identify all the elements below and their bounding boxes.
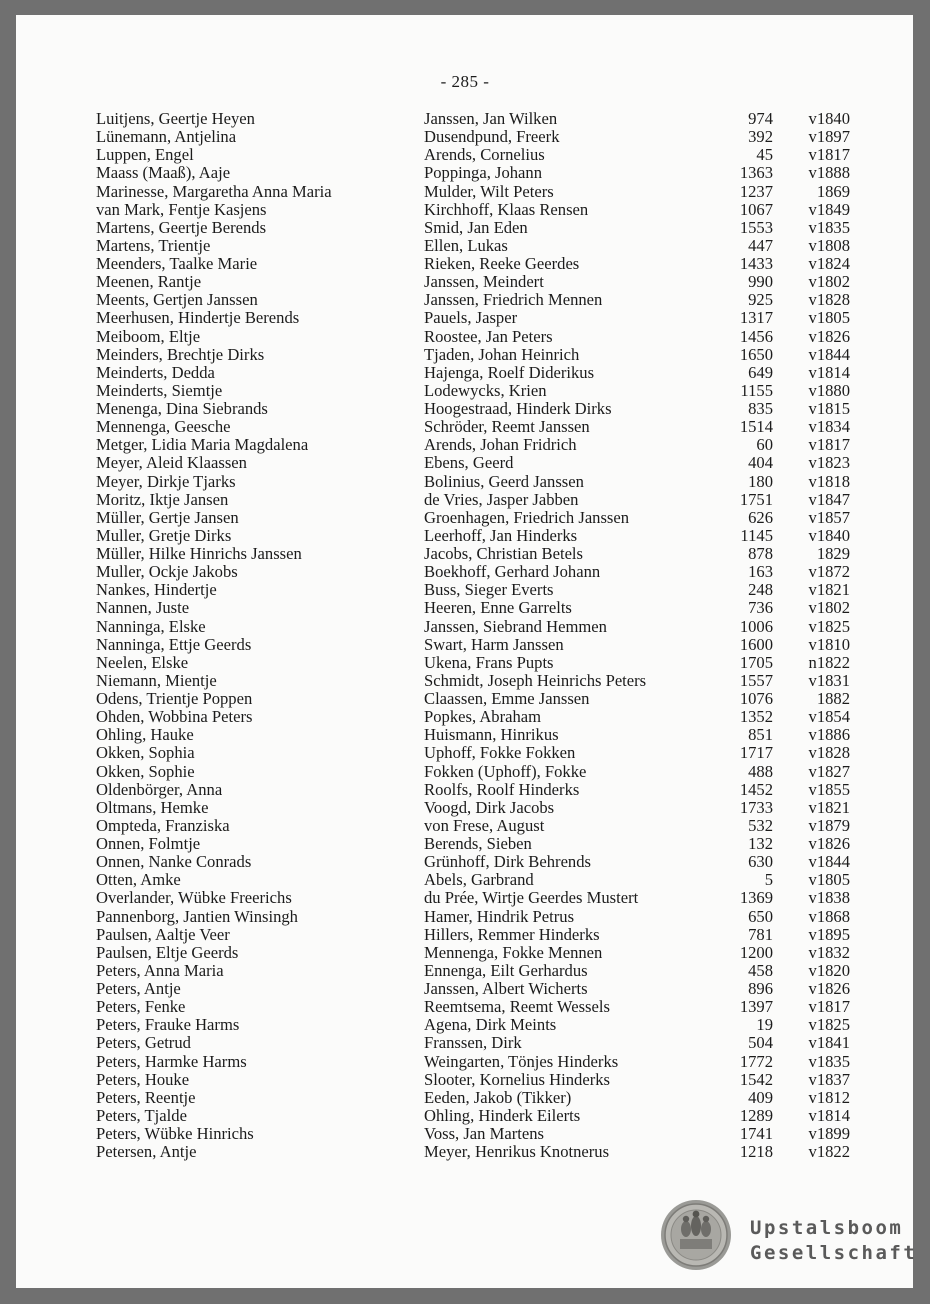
list-item — [96, 346, 856, 364]
entry-number: 5 — [764, 870, 773, 890]
bride-name: Muller, Ockje Jakobs — [96, 562, 238, 582]
list-item — [96, 146, 856, 164]
list-item — [96, 763, 856, 781]
bride-name: Niemann, Mientje — [96, 670, 217, 690]
list-item — [96, 1089, 856, 1107]
groom-name: Schröder, Reemt Janssen — [424, 417, 590, 437]
groom-name: Ebens, Geerd — [424, 453, 514, 473]
page-number: - 285 - — [440, 72, 490, 91]
marriage-year: v1817 — [808, 145, 850, 165]
list-item — [96, 962, 856, 980]
entry-number: 532 — [748, 815, 773, 835]
list-item — [96, 1125, 856, 1143]
marriage-year: v1821 — [808, 580, 850, 600]
list-item — [96, 690, 856, 708]
bride-name: Martens, Geertje Berends — [96, 217, 267, 237]
entry-number: 458 — [748, 960, 773, 980]
list-item — [96, 599, 856, 617]
entry-number: 736 — [748, 598, 773, 618]
bride-name: Odens, Trientje Poppen — [96, 689, 253, 708]
bride-name: Meenen, Rantje — [96, 272, 202, 292]
bride-name: Peters, Tjalde — [96, 1105, 187, 1125]
groom-name: Eeden, Jakob (Tikker) — [424, 1087, 572, 1107]
groom-name: Janssen, Siebrand Hemmen — [424, 616, 607, 636]
entry-number: 1200 — [739, 942, 773, 962]
bride-name: Luitjens, Geertje Heyen — [96, 109, 255, 128]
bride-name: Muller, Gretje Dirks — [96, 525, 232, 545]
bride-name: Luppen, Engel — [96, 145, 194, 165]
bride-name: Marinesse, Margaretha Anna Maria — [96, 181, 332, 201]
entry-number: 1317 — [739, 308, 773, 328]
bride-name: Meinderts, Siemtje — [96, 380, 223, 400]
groom-name: Voogd, Dirk Jacobs — [424, 797, 555, 817]
marriage-year: v1895 — [808, 924, 850, 944]
marriage-year: v1854 — [808, 707, 850, 727]
list-item — [96, 364, 856, 382]
groom-name: Smid, Jan Eden — [424, 217, 528, 237]
groom-name: Leerhoff, Jan Hinderks — [424, 525, 578, 545]
groom-name: Schmidt, Joseph Heinrichs Peters — [424, 670, 647, 690]
groom-name: Mennenga, Fokke Mennen — [424, 942, 603, 962]
list-item — [96, 563, 856, 581]
marriage-year: v1805 — [808, 870, 850, 890]
entry-number: 990 — [748, 272, 773, 292]
entry-number: 1542 — [739, 1069, 773, 1089]
bride-name: Peters, Anna Maria — [96, 960, 224, 980]
list-item — [96, 835, 856, 853]
marriage-year: v1827 — [808, 761, 850, 781]
list-item — [96, 400, 856, 418]
marriage-year: v1810 — [808, 634, 850, 654]
bride-name: Pannenborg, Jantien Winsingh — [96, 906, 298, 926]
bride-name: van Mark, Fentje Kasjens — [96, 199, 267, 219]
marriage-year: v1835 — [808, 1051, 850, 1071]
groom-name: Agena, Dirk Meints — [424, 1015, 557, 1035]
bride-name: Martens, Trientje — [96, 235, 211, 255]
entry-number: 248 — [748, 580, 773, 600]
entry-number: 1452 — [739, 779, 773, 799]
marriage-year: v1847 — [808, 489, 850, 509]
groom-name: Groenhagen, Friedrich Janssen — [424, 507, 630, 527]
entry-number: 404 — [748, 453, 773, 473]
list-item — [96, 309, 856, 327]
marriage-year: v1802 — [808, 272, 850, 292]
list-item — [96, 980, 856, 998]
groom-name: Claassen, Emme Janssen — [424, 689, 590, 708]
bride-name: Peters, Getrud — [96, 1033, 191, 1053]
marriage-year: v1855 — [808, 779, 850, 799]
groom-name: von Frese, August — [424, 815, 545, 835]
bride-name: Onnen, Folmtje — [96, 834, 201, 853]
entry-number: 1369 — [739, 888, 773, 908]
entry-number: 1600 — [739, 634, 773, 654]
marriage-year: v1899 — [808, 1124, 850, 1143]
list-item — [96, 908, 856, 926]
list-item — [96, 998, 856, 1016]
bride-name: Paulsen, Aaltje Veer — [96, 924, 230, 944]
entry-number: 504 — [748, 1033, 773, 1053]
groom-name: Dusendpund, Freerk — [424, 127, 560, 147]
list-item — [96, 1016, 856, 1034]
marriage-year: v1888 — [808, 163, 850, 183]
bride-name: Peters, Fenke — [96, 997, 186, 1017]
list-item — [96, 726, 856, 744]
entry-number: 488 — [748, 761, 773, 781]
bride-name: Meiboom, Eltje — [96, 326, 201, 346]
groom-name: de Vries, Jasper Jabben — [424, 489, 579, 509]
entry-number: 1741 — [739, 1124, 773, 1143]
bride-name: Nanninga, Ettje Geerds — [96, 634, 252, 654]
list-item — [96, 219, 856, 237]
list-item — [96, 1053, 856, 1071]
marriage-year: v1826 — [808, 326, 850, 346]
bride-name: Petersen, Antje — [96, 1142, 197, 1162]
list-item — [96, 237, 856, 255]
entry-number: 1145 — [740, 525, 773, 545]
list-item — [96, 382, 856, 400]
list-item — [96, 672, 856, 690]
bride-name: Peters, Wübke Hinrichs — [96, 1124, 254, 1143]
groom-name: Meyer, Henrikus Knotnerus — [424, 1142, 610, 1162]
marriage-year: v1832 — [808, 942, 850, 962]
marriage-year: n1822 — [808, 652, 850, 672]
groom-name: Fokken (Uphoff), Fokke — [424, 761, 587, 781]
marriage-year: v1841 — [808, 1033, 850, 1053]
bride-name: Peters, Antje — [96, 979, 181, 998]
list-item — [96, 871, 856, 889]
list-item — [96, 164, 856, 182]
list-item — [96, 654, 856, 672]
logo-text-line2: Gesellschaft — [750, 1242, 918, 1264]
entry-number: 649 — [748, 362, 773, 382]
groom-name: Arends, Cornelius — [424, 145, 545, 165]
bride-name: Ompteda, Franziska — [96, 815, 230, 835]
entry-number: 1076 — [739, 689, 773, 708]
groom-name: Mulder, Wilt Peters — [424, 181, 554, 201]
marriage-year: v1822 — [808, 1142, 850, 1162]
bride-name: Peters, Houke — [96, 1069, 190, 1089]
entry-number: 409 — [748, 1087, 773, 1107]
groom-name: Tjaden, Johan Heinrich — [424, 344, 580, 364]
groom-name: Janssen, Jan Wilken — [424, 109, 558, 128]
groom-name: Ennenga, Eilt Gerhardus — [424, 960, 588, 980]
marriage-year: v1817 — [808, 997, 850, 1017]
list-item — [96, 636, 856, 654]
entry-number: 1751 — [739, 489, 773, 509]
list-item — [96, 944, 856, 962]
entry-number: 60 — [756, 435, 773, 455]
entry-number: 1553 — [739, 217, 773, 237]
marriage-year: v1834 — [808, 417, 850, 437]
list-item — [96, 328, 856, 346]
marriage-year: v1826 — [808, 979, 850, 998]
groom-name: Janssen, Albert Wicherts — [424, 979, 588, 998]
bride-name: Nannen, Juste — [96, 598, 190, 618]
list-item — [96, 545, 856, 563]
groom-name: Pauels, Jasper — [424, 308, 518, 328]
list-item — [96, 110, 856, 128]
entry-number: 1433 — [739, 254, 773, 273]
bride-name: Otten, Amke — [96, 870, 181, 890]
list-item — [96, 744, 856, 762]
groom-name: Rieken, Reeke Geerdes — [424, 254, 580, 273]
entry-number: 781 — [748, 924, 773, 944]
entry-number: 1397 — [739, 997, 773, 1017]
list-item — [96, 491, 856, 509]
bride-name: Neelen, Elske — [96, 652, 189, 672]
list-item — [96, 781, 856, 799]
bride-name: Lünemann, Antjelina — [96, 127, 237, 147]
marriage-year: v1825 — [808, 1015, 850, 1035]
bride-name: Nanninga, Elske — [96, 616, 206, 636]
groom-name: Janssen, Meindert — [424, 272, 544, 292]
marriage-year: v1838 — [808, 888, 850, 908]
marriage-year: v1808 — [808, 235, 850, 255]
entry-number: 1363 — [739, 163, 773, 183]
bride-name: Menenga, Dina Siebrands — [96, 399, 268, 418]
bride-name: Mennenga, Geesche — [96, 417, 231, 437]
list-item — [96, 581, 856, 599]
entry-number: 1557 — [739, 670, 773, 690]
list-item — [96, 1107, 856, 1125]
marriage-year: v1814 — [808, 362, 850, 382]
list-item — [96, 817, 856, 835]
marriage-year: v1820 — [808, 960, 850, 980]
marriage-index-list — [96, 110, 856, 1161]
marriage-year: v1886 — [808, 725, 850, 745]
entry-number: 1456 — [739, 326, 773, 346]
marriage-year: 1869 — [816, 181, 850, 201]
bride-name: Peters, Frauke Harms — [96, 1015, 240, 1035]
bride-name: Meinderts, Dedda — [96, 362, 215, 382]
marriage-year: v1825 — [808, 616, 850, 636]
marriage-year: v1840 — [808, 525, 850, 545]
entry-number: 1705 — [739, 652, 773, 672]
bride-name: Ohden, Wobbina Peters — [96, 707, 253, 727]
list-item — [96, 273, 856, 291]
marriage-year: v1802 — [808, 598, 850, 618]
groom-name: Swart, Harm Janssen — [424, 634, 564, 654]
groom-name: Hoogestraad, Hinderk Dirks — [424, 399, 612, 418]
groom-name: Franssen, Dirk — [424, 1033, 522, 1053]
bride-name: Nankes, Hindertje — [96, 580, 217, 600]
list-item — [96, 926, 856, 944]
bride-name: Peters, Harmke Harms — [96, 1051, 247, 1071]
bride-name: Meerhusen, Hindertje Berends — [96, 308, 300, 328]
entry-number: 851 — [748, 725, 773, 745]
bride-name: Overlander, Wübke Freerichs — [96, 888, 292, 908]
groom-name: Janssen, Friedrich Mennen — [424, 290, 603, 310]
entry-number: 630 — [748, 852, 773, 872]
list-item — [96, 799, 856, 817]
entry-number: 626 — [748, 507, 773, 527]
groom-name: Slooter, Kornelius Hinderks — [424, 1069, 610, 1089]
groom-name: Uphoff, Fokke Fokken — [424, 743, 576, 763]
bride-name: Müller, Gertje Jansen — [96, 507, 239, 527]
list-item — [96, 436, 856, 454]
bride-name: Paulsen, Eltje Geerds — [96, 942, 239, 962]
groom-name: Bolinius, Geerd Janssen — [424, 471, 584, 491]
bride-name: Meenders, Taalke Marie — [96, 254, 258, 273]
seal-icon — [660, 1199, 732, 1271]
marriage-year: v1817 — [808, 435, 850, 455]
groom-name: Hillers, Remmer Hinderks — [424, 924, 600, 944]
entry-number: 1514 — [739, 417, 773, 437]
entry-number: 1289 — [739, 1105, 773, 1125]
marriage-year: v1828 — [808, 290, 850, 310]
entry-number: 132 — [748, 834, 773, 853]
groom-name: Roostee, Jan Peters — [424, 326, 553, 346]
bride-name: Meents, Gertjen Janssen — [96, 290, 258, 310]
groom-name: Arends, Johan Fridrich — [424, 435, 577, 455]
groom-name: Voss, Jan Martens — [424, 1124, 544, 1143]
entry-number: 163 — [748, 562, 773, 582]
groom-name: du Prée, Wirtje Geerdes Mustert — [424, 888, 639, 908]
bride-name: Müller, Hilke Hinrichs Janssen — [96, 544, 302, 563]
groom-name: Hajenga, Roelf Diderikus — [424, 362, 595, 382]
entry-number: 1717 — [739, 743, 773, 763]
bride-name: Meinders, Brechtje Dirks — [96, 344, 265, 364]
groom-name: Roolfs, Roolf Hinderks — [424, 779, 580, 799]
list-item — [96, 509, 856, 527]
marriage-year: v1831 — [808, 670, 850, 690]
logo-text-line1: Upstalsboom — [750, 1217, 904, 1239]
groom-name: Jacobs, Christian Betels — [424, 544, 584, 563]
list-item — [96, 183, 856, 201]
marriage-year: v1821 — [808, 797, 850, 817]
bride-name: Onnen, Nanke Conrads — [96, 852, 252, 872]
entry-number: 447 — [748, 235, 773, 255]
bride-name: Metger, Lidia Maria Magdalena — [96, 435, 309, 455]
list-item — [96, 454, 856, 472]
groom-name: Ukena, Frans Pupts — [424, 652, 554, 672]
entry-number: 1006 — [739, 616, 773, 636]
groom-name: Boekhoff, Gerhard Johann — [424, 562, 601, 582]
marriage-year: v1868 — [808, 906, 850, 926]
groom-name: Hamer, Hindrik Petrus — [424, 906, 575, 926]
marriage-year: v1872 — [808, 562, 850, 582]
entry-number: 650 — [748, 906, 773, 926]
marriage-year: 1882 — [816, 689, 850, 708]
list-item — [96, 618, 856, 636]
marriage-year: v1815 — [808, 399, 850, 418]
list-item — [96, 473, 856, 491]
list-item — [96, 201, 856, 219]
list-item — [96, 128, 856, 146]
entry-number: 835 — [748, 399, 773, 418]
bride-name: Meyer, Dirkje Tjarks — [96, 471, 236, 491]
entry-number: 1352 — [739, 707, 773, 727]
bride-name: Oldenbörger, Anna — [96, 779, 223, 799]
marriage-year: v1880 — [808, 380, 850, 400]
bride-name: Ohling, Hauke — [96, 725, 194, 745]
groom-name: Popkes, Abraham — [424, 707, 542, 727]
list-item — [96, 527, 856, 545]
entry-number: 1650 — [739, 344, 773, 364]
marriage-year: v1826 — [808, 834, 850, 853]
list-item — [96, 291, 856, 309]
marriage-year: v1857 — [808, 507, 850, 527]
groom-name: Ellen, Lukas — [424, 235, 508, 255]
list-item — [96, 255, 856, 273]
marriage-year: 1829 — [816, 544, 850, 563]
entry-number: 1218 — [739, 1142, 773, 1162]
groom-name: Kirchhoff, Klaas Rensen — [424, 199, 589, 219]
marriage-year: v1823 — [808, 453, 850, 473]
entry-number: 974 — [748, 109, 773, 128]
entry-number: 180 — [748, 471, 773, 491]
entry-number: 925 — [748, 290, 773, 310]
bride-name: Moritz, Iktje Jansen — [96, 489, 229, 509]
marriage-year: v1844 — [808, 852, 850, 872]
list-item — [96, 1071, 856, 1089]
marriage-year: v1897 — [808, 127, 850, 147]
groom-name: Reemtsema, Reemt Wessels — [424, 997, 610, 1017]
list-item — [96, 1143, 856, 1161]
groom-name: Buss, Sieger Everts — [424, 580, 554, 600]
groom-name: Heeren, Enne Garrelts — [424, 598, 572, 618]
society-logo — [660, 1199, 918, 1279]
marriage-year: v1818 — [808, 471, 850, 491]
marriage-year: v1844 — [808, 344, 850, 364]
groom-name: Berends, Sieben — [424, 834, 532, 853]
list-item — [96, 418, 856, 436]
marriage-year: v1837 — [808, 1069, 850, 1089]
bride-name: Meyer, Aleid Klaassen — [96, 453, 247, 473]
marriage-year: v1828 — [808, 743, 850, 763]
bride-name: Peters, Reentje — [96, 1087, 196, 1107]
groom-name: Weingarten, Tönjes Hinderks — [424, 1051, 619, 1071]
marriage-year: v1849 — [808, 199, 850, 219]
entry-number: 878 — [748, 544, 773, 563]
marriage-year: v1814 — [808, 1105, 850, 1125]
groom-name: Abels, Garbrand — [424, 870, 534, 890]
groom-name: Huismann, Hinrikus — [424, 725, 559, 745]
list-item — [96, 1034, 856, 1052]
list-item — [96, 889, 856, 907]
entry-number: 896 — [748, 979, 773, 998]
marriage-year: v1840 — [808, 109, 850, 128]
bride-name: Okken, Sophie — [96, 761, 195, 781]
bride-name: Maass (Maaß), Aaje — [96, 163, 231, 183]
bride-name: Okken, Sophia — [96, 743, 195, 763]
marriage-year: v1805 — [808, 308, 850, 328]
marriage-year: v1824 — [808, 254, 850, 273]
entry-number: 1067 — [739, 199, 773, 219]
entry-number: 392 — [748, 127, 773, 147]
bride-name: Oltmans, Hemke — [96, 797, 209, 817]
entry-number: 1733 — [739, 797, 773, 817]
groom-name: Grünhoff, Dirk Behrends — [424, 852, 591, 872]
groom-name: Poppinga, Johann — [424, 163, 542, 183]
list-item — [96, 708, 856, 726]
marriage-year: v1879 — [808, 815, 850, 835]
groom-name: Ohling, Hinderk Eilerts — [424, 1105, 581, 1125]
marriage-year: v1835 — [808, 217, 850, 237]
groom-name: Lodewycks, Krien — [424, 380, 547, 400]
entry-number: 1772 — [739, 1051, 773, 1071]
marriage-year: v1812 — [808, 1087, 850, 1107]
entry-number: 45 — [756, 145, 773, 165]
entry-number: 1155 — [740, 380, 773, 400]
entry-number: 1237 — [739, 181, 773, 201]
list-item — [96, 853, 856, 871]
entry-number: 19 — [756, 1015, 773, 1035]
